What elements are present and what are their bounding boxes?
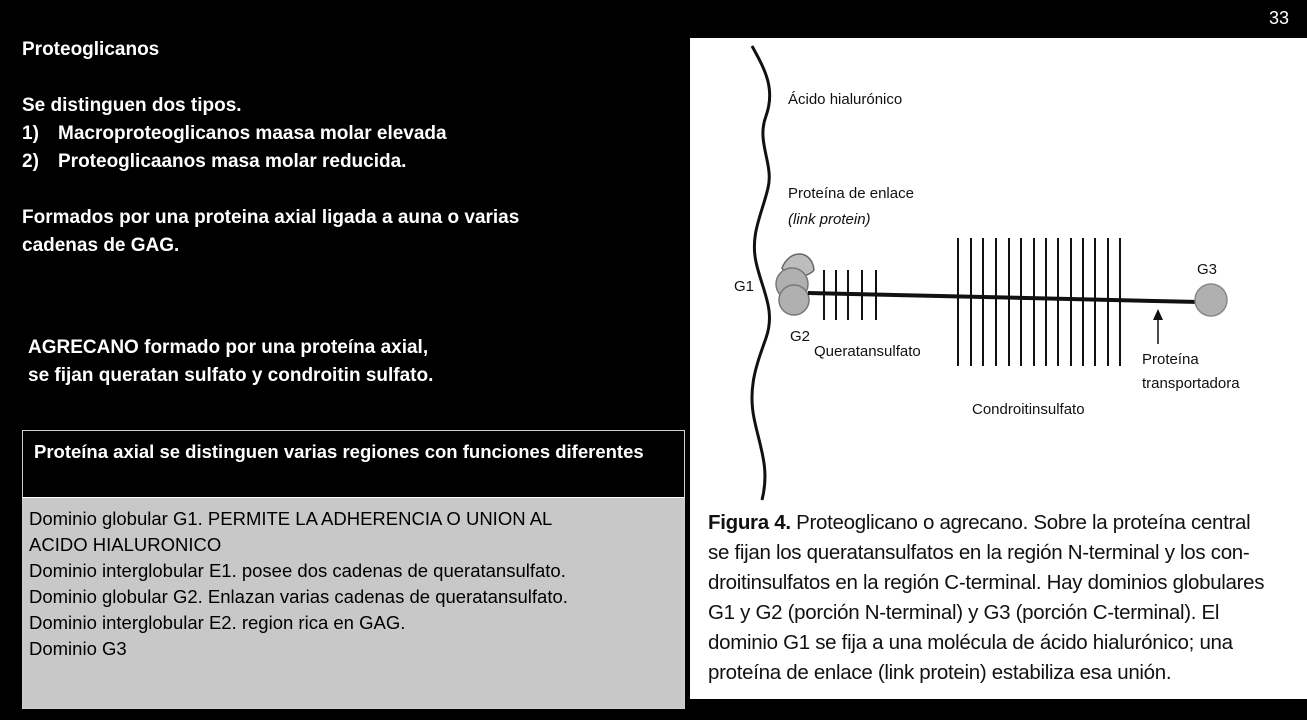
agrecano-line: se fijan queratan sulfato y condroitin sulfato.	[28, 365, 434, 386]
label-hyaluronic: Ácido hialurónico	[788, 91, 903, 108]
transport-arrow	[1153, 309, 1163, 344]
region-item: Dominio interglobular E2. region rica en GAG.	[29, 612, 406, 633]
region-item: Dominio interglobular E1. posee dos cadenas de queratansulfato.	[29, 560, 566, 581]
caption-line	[708, 508, 1307, 538]
label-transport-2: transportadora	[1142, 375, 1240, 392]
g2-globule	[779, 285, 809, 315]
label-link-protein: Proteína de enlace	[788, 185, 914, 202]
types-heading: Se distinguen dos tipos.	[22, 95, 242, 116]
type-text: Macroproteoglicanos maasa molar elevada	[58, 123, 447, 144]
formed-line: Formados por una proteina axial ligada a auna o varias	[22, 207, 520, 228]
label-g2: G2	[790, 328, 811, 345]
agrecano-line: AGRECANO formado por una proteína axial,	[28, 337, 429, 358]
core-protein-line	[808, 293, 1200, 302]
caption-line: droitinsulfatos en la región C-terminal. Hay dominios globulares	[708, 571, 1265, 594]
label-link-protein-en: (link protein)	[788, 211, 871, 228]
label-keratan: Queratansulfato	[814, 343, 921, 360]
caption-line: dominio G1 se fija a una molécula de ácido hialurónico; una	[708, 631, 1233, 654]
region-item: Dominio G3	[29, 638, 127, 659]
regions-table	[22, 430, 685, 709]
section-title: Proteoglicanos	[22, 39, 160, 60]
regions-header: Proteína axial se distinguen varias regiones con funciones diferentes	[23, 431, 684, 497]
label-g1: G1	[734, 278, 755, 295]
type-number: 1)	[22, 123, 39, 144]
label-chondroitin: Condroitinsulfato	[972, 401, 1085, 418]
label-transport-1: Proteína	[1142, 351, 1199, 368]
regions-body	[23, 497, 684, 708]
figure-tag: Figura 4.	[708, 511, 791, 534]
hyaluronic-acid-strand	[752, 46, 770, 500]
caption-line: proteína de enlace (link protein) estabiliza esa unión.	[708, 661, 1172, 684]
agrecano-text	[28, 334, 648, 390]
aggrecan-diagram	[690, 38, 1307, 508]
type-text: Proteoglicaanos masa molar reducida.	[58, 151, 407, 172]
figure-caption	[708, 508, 1307, 688]
slide-number: 33	[1268, 8, 1289, 28]
chondroitin-sulfate-chains	[958, 238, 1120, 366]
label-g3: G3	[1197, 261, 1218, 278]
g3-globule	[1195, 284, 1227, 316]
formed-line: cadenas de GAG.	[22, 235, 180, 256]
region-item: ACIDO HIALURONICO	[29, 534, 222, 555]
region-item: Dominio globular G2. Enlazan varias cadenas de queratansulfato.	[29, 586, 568, 607]
caption-line: se fijan los queratansulfatos en la región N-terminal y los con-	[708, 541, 1250, 564]
type-item	[22, 120, 662, 148]
caption-line: G1 y G2 (porción N-terminal) y G3 (porción C-terminal). El	[708, 601, 1220, 624]
intro-text	[22, 36, 662, 260]
type-number: 2)	[22, 151, 39, 172]
caption-text: Proteoglicano o agrecano. Sobre la proteína central	[796, 511, 1251, 534]
region-item: Dominio globular G1. PERMITE LA ADHERENCIA O UNION AL	[29, 508, 553, 529]
proteoglycan-figure	[690, 38, 1307, 699]
type-item	[22, 148, 662, 176]
